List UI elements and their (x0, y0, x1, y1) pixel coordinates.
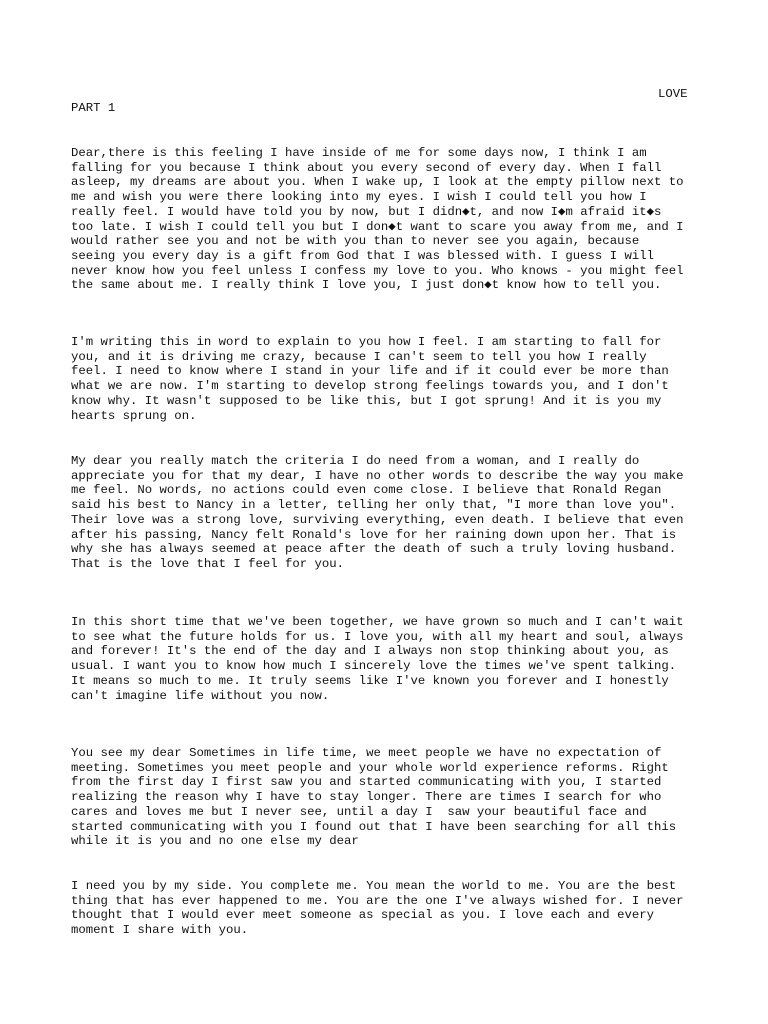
paragraph-3: My dear you really match the criteria I do need from a woman, and I really do appreciate you for that my dear, I have no other words to describe the way you make me feel. No words, no actions could even come close. I believe that Ronald Regan said his best to Nancy in a letter, telling her only that, "I more than love you". Their love was a strong love, surviving everything, even death. I believe that even after his passing, Nancy felt Ronald's love for her raining down upon her. That is why she has always seemed at peace after the death of such a truly loving husband. That is the love that I feel for you. (71, 454, 684, 571)
document-title: LOVE (658, 87, 688, 101)
paragraph-1: Dear,there is this feeling I have inside of me for some days now, I think I am falling for you because I think about you every second of every day. When I fall asleep, my dreams are about you. When I wake up, I look at the empty pillow next to me and wish you were there looking into my eyes. I wish I could tell you how I really feel. I would have told you by now, but I didn◆t, and now I◆m afraid it◆s too late. I wish I could tell you but I don◆t want to scare you away from me, and I would rather see you and not be with you than to never see you again, because seeing you every day is a gift from God that I was blessed with. I guess I will never know how you feel unless I confess my love to you. Who knows - you might feel the same about me. I really think I love you, I just don◆t know how to tell you. (71, 146, 684, 293)
part-heading: PART 1 (71, 101, 116, 115)
paragraph-2: I'm writing this in word to explain to you how I feel. I am starting to fall for you, and it is driving me crazy, because I can't seem to tell you how I really feel. I need to know where I stand in your life and if it could ever be more than what we are now. I'm starting to develop strong feelings towards you, and I don't know why. It wasn't supposed to be like this, but I got sprung! And it is you my hearts sprung on. (71, 335, 669, 423)
paragraph-6: I need you by my side. You complete me. You mean the world to me. You are the best thing that has ever happened to me. You are the one I've always wished for. I never thought that I would ever meet someone as special as you. I love each and every moment I share with you. (71, 879, 684, 938)
paragraph-4: In this short time that we've been together, we have grown so much and I can't wait to see what the future holds for us. I love you, with all my heart and soul, always and forever! It's the end of the day and I always non stop thinking about you, as usual. I want you to know how much I sincerely love the times we've spent talking. It means so much to me. It truly seems like I've known you forever and I honestly can't imagine life without you now. (71, 615, 684, 703)
paragraph-5: You see my dear Sometimes in life time, we meet people we have no expectation of meeting. Sometimes you meet people and your whole world experience reforms. Right from the first day I first saw you and started communicating with you, I started realizing the reason why I have to stay longer. There are times I search for who cares and loves me but I never see, until a day I saw your beautiful face and started communicating with you I found out that I have been searching for all this while it is you and no one else my dear (71, 746, 677, 849)
